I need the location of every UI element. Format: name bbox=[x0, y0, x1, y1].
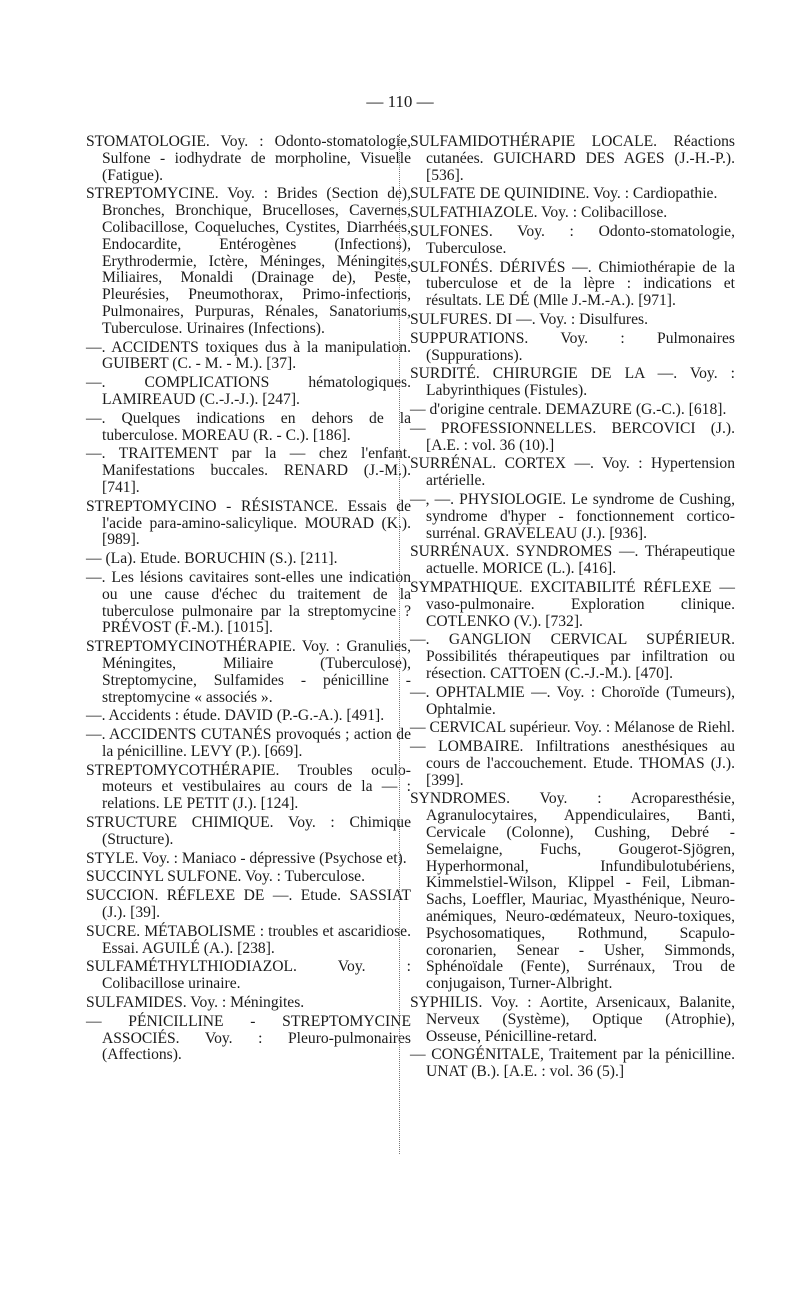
index-entry: SYPHILIS. Voy. : Aortite, Arsenicaux, Balanite, Nerveux (Système), Optique (Atrophie), Osseuse, Pénicilline-retard. bbox=[410, 994, 735, 1045]
index-entry: SURRÉNAUX. SYNDROMES —. Thérapeutique actuelle. MORICE (L.). [416]. bbox=[410, 543, 735, 578]
index-entry: —. Quelques indications en dehors de la tuberculose. MOREAU (R. - C.). [186]. bbox=[86, 409, 411, 444]
index-entry: —. TRAITEMENT par la — chez l'enfant. Manifestations buccales. RENARD (J.-M.). [741]. bbox=[86, 445, 411, 496]
index-entry: SULFONÉS. DÉRIVÉS —. Chimiothérapie de la tuberculose et de la lèpre : indications et résultats. LE DÉ (Mlle J.-M.-A.). [971]. bbox=[410, 258, 735, 310]
index-entry: —. OPHTALMIE —. Voy. : Choroïde (Tumeurs), Ophtalmie. bbox=[410, 683, 735, 718]
index-entry: —. Accidents : étude. DAVID (P.-G.-A.). [491]. bbox=[86, 707, 385, 725]
index-entry: —. GANGLION CERVICAL SUPÉRIEUR. Possibilités thérapeutiques par infiltration ou résection. CATTOEN (C.-J.-M.). [470]. bbox=[410, 631, 735, 682]
index-entry: —. COMPLICATIONS hématologiques. LAMIREAUD (C.-J.-J.). [247]. bbox=[86, 374, 411, 408]
index-entry: SUCRE. MÉTABOLISME : troubles et ascaridiose. Essai. AGUILÉ (A.). [238]. bbox=[86, 922, 411, 957]
index-entry: — LOMBAIRE. Infiltrations anesthésiques au cours de l'accouchement. Etude. THOMAS (J.). [399]. bbox=[410, 738, 735, 789]
index-entry: —. Les lésions cavitaires sont-elles une indication ou une cause d'échec du traitement de la tuberculose pulmonaire par la streptomycine ? PRÉVOST (F.-M.). [1015]. bbox=[86, 568, 411, 637]
index-entry: — d'origine centrale. DEMAZURE (G.-C.). [618]. bbox=[410, 400, 727, 418]
index-entry: — PÉNICILLINE - STREPTOMYCINE ASSOCIÉS. Voy. : Pleuro-pulmonaires (Affections). bbox=[86, 1012, 411, 1064]
index-entry: SULFATE DE QUINIDINE. Voy. : Cardiopathie. bbox=[410, 185, 718, 203]
index-entry: SURRÉNAL. CORTEX —. Voy. : Hypertension artérielle. bbox=[410, 455, 735, 490]
column-divider bbox=[399, 134, 400, 1154]
index-entry: STREPTOMYCINO - RÉSISTANCE. Essais de l'acide para-amino-salicylique. MOURAD (K.). [989]. bbox=[86, 497, 411, 549]
index-entry: STRUCTURE CHIMIQUE. Voy. : Chimique (Structure). bbox=[86, 814, 411, 848]
index-entry: SULFAMÉTHYLTHIODIAZOL. Voy. : Colibacillose urinaire. bbox=[86, 958, 411, 993]
index-entry: STYLE. Voy. : Maniaco - dépressive (Psychose et). bbox=[86, 849, 407, 867]
index-entry: — PROFESSIONNELLES. BERCOVICI (J.). [A.E. : vol. 36 (10).] bbox=[410, 419, 735, 454]
index-entry: SULFONES. Voy. : Odonto-stomatologie, Tuberculose. bbox=[410, 222, 735, 257]
index-entry: —. ACCIDENTS toxiques dus à la manipulation. GUIBERT (C. - M. - M.). [37]. bbox=[86, 338, 411, 373]
index-entry: SULFATHIAZOLE. Voy. : Colibacillose. bbox=[410, 204, 668, 222]
index-entry: STREPTOMYCOTHÉRAPIE. Troubles oculo-moteurs et vestibulaires au cours de la — : relations. LE PETIT (J.). [124]. bbox=[86, 761, 411, 813]
index-entry: —. ACCIDENTS CUTANÉS provoqués ; action de la pénicilline. LEVY (P.). [669]. bbox=[86, 726, 411, 760]
index-entry: STREPTOMYCINOTHÉRAPIE. Voy. : Granulies, Méningites, Miliaire (Tuberculose), Streptomycine, Sulfamides - pénicilline - streptomycine « associés ». bbox=[86, 638, 411, 706]
right-column bbox=[410, 134, 735, 1083]
index-entry: SULFURES. DI —. Voy. : Disulfures. bbox=[410, 310, 648, 328]
index-entry: SULFAMIDES. Voy. : Méningites. bbox=[86, 994, 305, 1012]
index-entry: SULFAMIDOTHÉRAPIE LOCALE. Réactions cutanées. GUICHARD DES AGES (J.-H.-P.). [536]. bbox=[410, 133, 735, 184]
index-entry: SUCCINYL SULFONE. Voy. : Tuberculose. bbox=[86, 868, 365, 886]
index-entry: — CERVICAL supérieur. Voy. : Mélanose de Riehl. bbox=[410, 719, 735, 737]
page-number: — 110 — bbox=[366, 92, 434, 111]
index-entry: STREPTOMYCINE. Voy. : Brides (Section de), Bronches, Bronchique, Brucelloses, Cavernes, Colibacillose, Coqueluches, Cystites, Diarrhées, Endocardite, Entérogènes (Infections), Erythrodermie, Ictère, Méninges, Méningites, Miliaires, Monaldi (Drainage de), Peste, Pleurésies, Pneumothorax, Primo-infections, Pulmonaires, Purpuras, Rénales, Sanatoriums, Tuberculose. Urinaires (Infections). bbox=[86, 185, 411, 337]
index-entry: — CONGÉNITALE, Traitement par la pénicilline. UNAT (B.). [A.E. : vol. 36 (5).] bbox=[410, 1046, 735, 1081]
index-entry: SURDITÉ. CHIRURGIE DE LA —. Voy. : Labyrinthiques (Fistules). bbox=[410, 365, 735, 400]
index-entry: SYMPATHIQUE. EXCITABILITÉ RÉFLEXE — vaso-pulmonaire. Exploration clinique. COTLENKO (V.). [732]. bbox=[410, 578, 735, 630]
index-entry: SUPPURATIONS. Voy. : Pulmonaires (Suppurations). bbox=[410, 329, 735, 364]
index-entry: SYNDROMES. Voy. : Acroparesthésie, Agranulocytaires, Appendiculaires, Banti, Cervicale (Colonne), Cushing, Debré - Semelaigne, Fuchs, Gougerot-Sjögren, Hyperhormonal, Infundibulotubériens, Kimmelstiel-Wilson, Klippel - Feil, Libman-Sachs, Loeffler, Mauriac, Myasthénique, Neuro-anémiques, Neuro-œdémateux, Neuro-toxiques, Psychosomatiques, Rothmund, Scapulo-coronarien, Senear - Usher, Simmonds, Sphénoïdale (Fente), Surrénaux, Trou de conjugaison, Turner-Albright. bbox=[410, 790, 735, 993]
index-entry: STOMATOLOGIE. Voy. : Odonto-stomatologie, Sulfone - iodhydrate de morpholine, Visuelle (Fatigue). bbox=[86, 133, 411, 184]
index-entry: SUCCION. RÉFLEXE DE —. Etude. SASSIAT (J.). [39]. bbox=[86, 887, 411, 922]
index-entry: —, —. PHYSIOLOGIE. Le syndrome de Cushing, syndrome d'hyper - fonctionnement cortico-surrénal. GRAVELEAU (J.). [936]. bbox=[410, 490, 735, 542]
index-entry: — (La). Etude. BORUCHIN (S.). [211]. bbox=[86, 550, 338, 568]
left-column bbox=[86, 134, 411, 1066]
